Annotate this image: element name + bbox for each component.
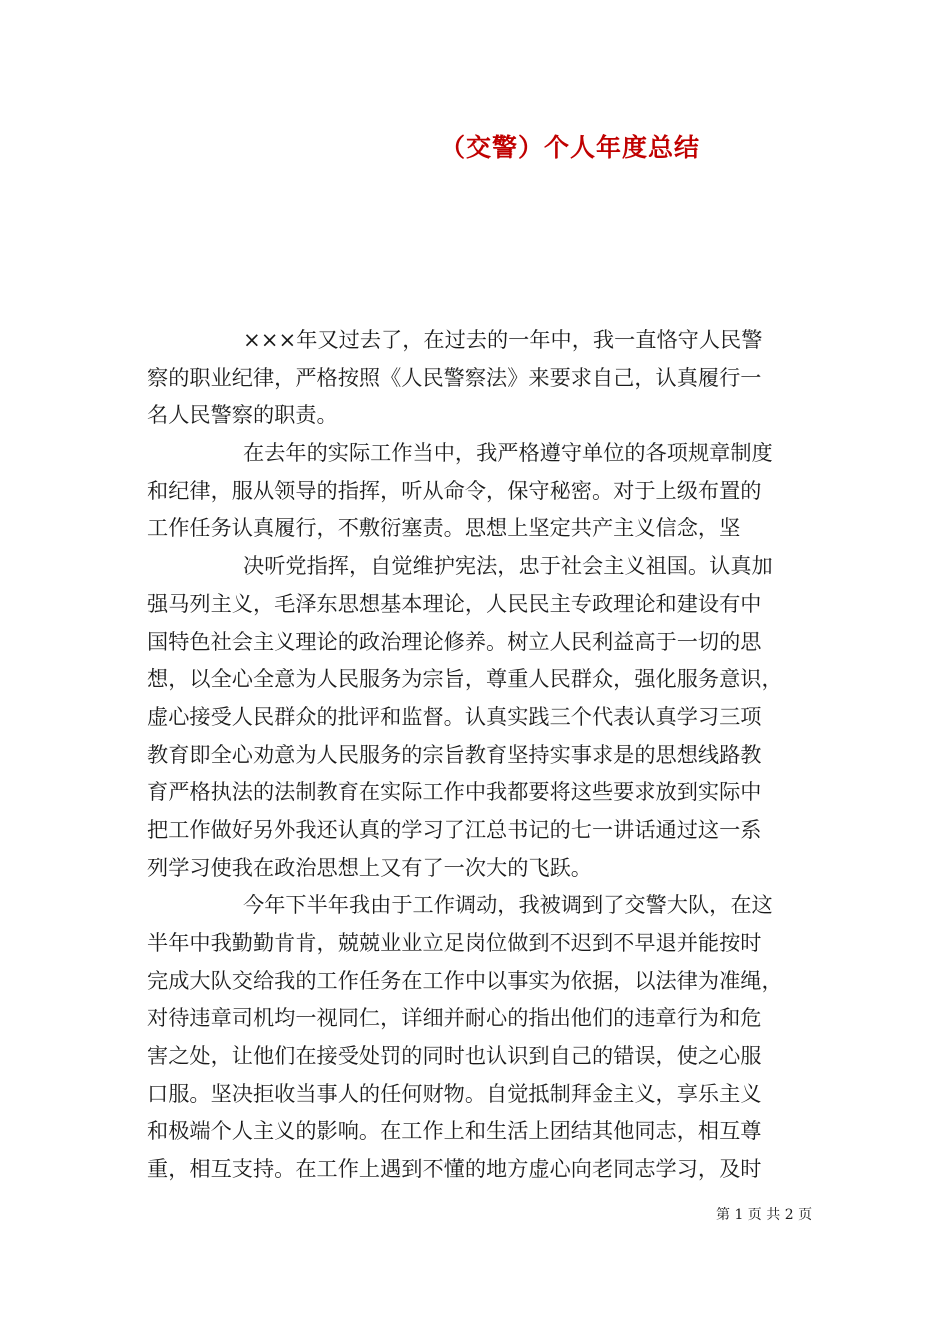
page-number: 第 1 页 共 2 页 (716, 1207, 813, 1223)
paragraph-line: 察的职业纪律，严格按照《人民警察法》来要求自己，认真履行一 (147, 364, 762, 390)
document-body (147, 321, 817, 1188)
paragraph-line: 对待违章司机均一视同仁，详细并耐心的指出他们的违章行为和危 (147, 1005, 762, 1031)
paragraph-line: 名人民警察的职责。 (147, 402, 338, 428)
paragraph-line: 虚心接受人民群众的批评和监督。认真实践三个代表认真学习三项 (147, 703, 762, 729)
paragraph-line: 口服。坚决拒收当事人的任何财物。自觉抵制拜金主义，享乐主义 (147, 1080, 762, 1106)
paragraph-line: 和极端个人主义的影响。在工作上和生活上团结其他同志，相互尊 (147, 1118, 762, 1144)
paragraph-line: 列学习使我在政治思想上又有了一次大的飞跃。 (147, 854, 592, 880)
paragraph-line: 重，相互支持。在工作上遇到不懂的地方虚心向老同志学习，及时 (147, 1156, 762, 1182)
paragraph-line: 工作任务认真履行，不敷衍塞责。思想上坚定共产主义信念，坚 (147, 515, 741, 541)
paragraph-line: 和纪律，服从领导的指挥，听从命令，保守秘密。对于上级布置的 (147, 477, 762, 503)
paragraph-line: 育严格执法的法制教育在实际工作中我都要将这些要求放到实际中 (147, 779, 762, 805)
paragraph-line: 半年中我勤勤肯肯，兢兢业业立足岗位做到不迟到不早退并能按时 (147, 930, 762, 955)
paragraph-line: 把工作做好另外我还认真的学习了江总书记的七一讲话通过这一系 (147, 816, 762, 842)
paragraph-line: ×××年又过去了，在过去的一年中，我一直恪守人民警 (243, 327, 763, 352)
paragraph-line: 强马列主义，毛泽东思想基本理论，人民民主专政理论和建设有中 (147, 590, 762, 616)
paragraph-line: 完成大队交给我的工作任务在工作中以事实为依据，以法律为准绳， (147, 967, 783, 993)
paragraph-line: 国特色社会主义理论的政治理论修养。树立人民利益高于一切的思 (147, 628, 762, 654)
paragraph-line: 在去年的实际工作当中，我严格遵守单位的各项规章制度 (243, 440, 773, 466)
paragraph-line: 今年下半年我由于工作调动，我被调到了交警大队，在这 (243, 892, 773, 918)
document-title: （交警）个人年度总结 (440, 133, 701, 162)
paragraph-line: 决听党指挥，自觉维护宪法，忠于社会主义祖国。认真加 (243, 553, 773, 579)
paragraph-line: 教育即全心劝意为人民服务的宗旨教育坚持实事求是的思想线路教 (147, 741, 762, 767)
paragraph-line: 想，以全心全意为人民服务为宗旨，尊重人民群众，强化服务意识， (147, 666, 783, 692)
paragraph-line: 害之处，让他们在接受处罚的同时也认识到自己的错误，使之心服 (147, 1043, 762, 1069)
